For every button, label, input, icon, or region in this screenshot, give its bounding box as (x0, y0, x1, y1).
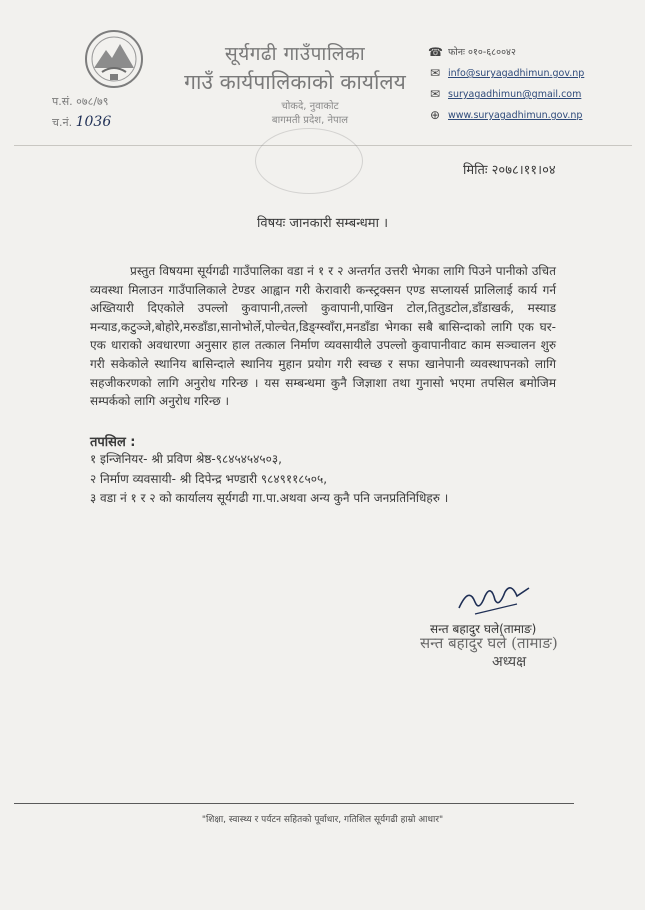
signatory-stamp-name: सन्त बहादुर घले (तामाङ) (420, 634, 558, 652)
contact-email-gmail-link[interactable]: suryagadhimun@gmail.com (448, 89, 582, 100)
footer-divider (14, 803, 574, 804)
address-line1: चोकदे, नुवाकोट (281, 101, 339, 112)
tapsil-item: २ निर्माण व्यवसायी- श्री दिपेन्द्र भण्डारी ९८४९११८५०५, (90, 471, 328, 486)
email-icon: ✉ (429, 66, 441, 80)
tapsil-heading: तपसिल : (90, 435, 136, 450)
body-paragraph: प्रस्तुत विषयमा सूर्यगढी गाउँपालिका वडा नं १ र २ अन्तर्गत उत्तरी भेगका लागि पिउने पानीको उचित व्यवस्था मिलाउन गाउँपालिकाले टेण्डर आह्वान गरी केरावारी कन्स्ट्रक्सन एण्ड सप्लायर्स प्रालिलाई कार्य गर्न अख्तियारी दिएकोले उपल्लो कुवापानी,तल्लो कुवापानी,पाखिन टोल,तितुडटोल,डाँडाखर्क, मस्याड मन्याड,कटुञ्जे,बोहोरे,मरुडाँडा,सानोभोर्ले,पोल्चेत,डिङ्ग्स्वाँरा,मनडाँडा भेगका सबै बासिन्दाको लागि एक घर-एक धाराको अवधारणा अनुसार हाल तत्काल निर्माण व्यवसायीले उपल्लो कुवापानीवाट काम सञ्चालन शुरु गरी सकेकोले स्थानिय बासिन्दाले स्थानिय मुहान प्रयोग गरी स्वच्छ र सफा खानेपानी व्यवस्थापनको लागि सहजीकरणको लागि अनुरोध गरिन्छ । यस सम्बन्धमा कुनै जिज्ञाशा तथा गुनासो भएमा तपसिल बमोजिम सम्पर्कको लागि अनुरोध गरिन्छ । (90, 264, 556, 409)
signatory-name: सन्त बहादुर घले(तामाङ) (430, 622, 537, 636)
contact-website (428, 105, 584, 126)
email-icon: ✉ (429, 87, 441, 101)
contact-website-link[interactable]: www.suryagadhimun.gov.np (448, 110, 583, 121)
reference-numbers (52, 92, 111, 133)
footer-motto: "शिक्षा, स्वास्थ्य र पर्यटन सहितको पूर्वाधार, गतिशिल सूर्यगढी हाम्रो आधार" (201, 815, 444, 825)
signatory-title: अध्यक्ष (492, 654, 527, 670)
tapsil-item: ३ वडा नं १ र २ को कार्यालय सूर्यगढी गा.पा.अथवा अन्य कुनै पनि जनप्रतिनिधिहरु । (90, 491, 449, 505)
organization-name (160, 40, 430, 96)
contact-email-info-link[interactable]: info@suryagadhimun.gov.np (448, 68, 585, 79)
handwritten-signature (455, 578, 535, 618)
office-stamp (255, 128, 363, 194)
contact-phone (428, 42, 584, 63)
contact-phone-text: फोनः ०१०-६८००४२ (448, 47, 516, 58)
contact-email-info (428, 63, 584, 84)
chalani-number (52, 112, 111, 133)
phone-icon: ☎ (428, 45, 443, 59)
address-line2: बागमती प्रदेश, नेपाल (271, 115, 349, 126)
tapsil-item: १ इन्जिनियर- श्री प्रविण श्रेष्ठ-९८४५४५४५०३, (90, 452, 282, 466)
org-name-line2: गाउँ कार्यपालिकाको कार्यालय (184, 70, 406, 94)
office-address (220, 100, 400, 128)
org-name-line1: सूर्यगढी गाउँपालिका (224, 43, 366, 65)
letter-date: मितिः २०७८।११।०४ (463, 163, 556, 178)
nepal-emblem-icon (80, 28, 148, 90)
chalani-label: च.नं. (52, 116, 73, 129)
letter-subject: विषयः जानकारी सम्बन्धमा । (256, 216, 389, 231)
contact-list (428, 42, 584, 126)
chalani-value: 1036 (75, 114, 112, 130)
ref-number: प.सं. ०७८/७९ (52, 95, 109, 108)
letter-body (90, 262, 556, 411)
web-icon: ⊕ (429, 108, 441, 122)
tapsil-list (90, 450, 448, 509)
contact-email-gmail (428, 84, 584, 105)
